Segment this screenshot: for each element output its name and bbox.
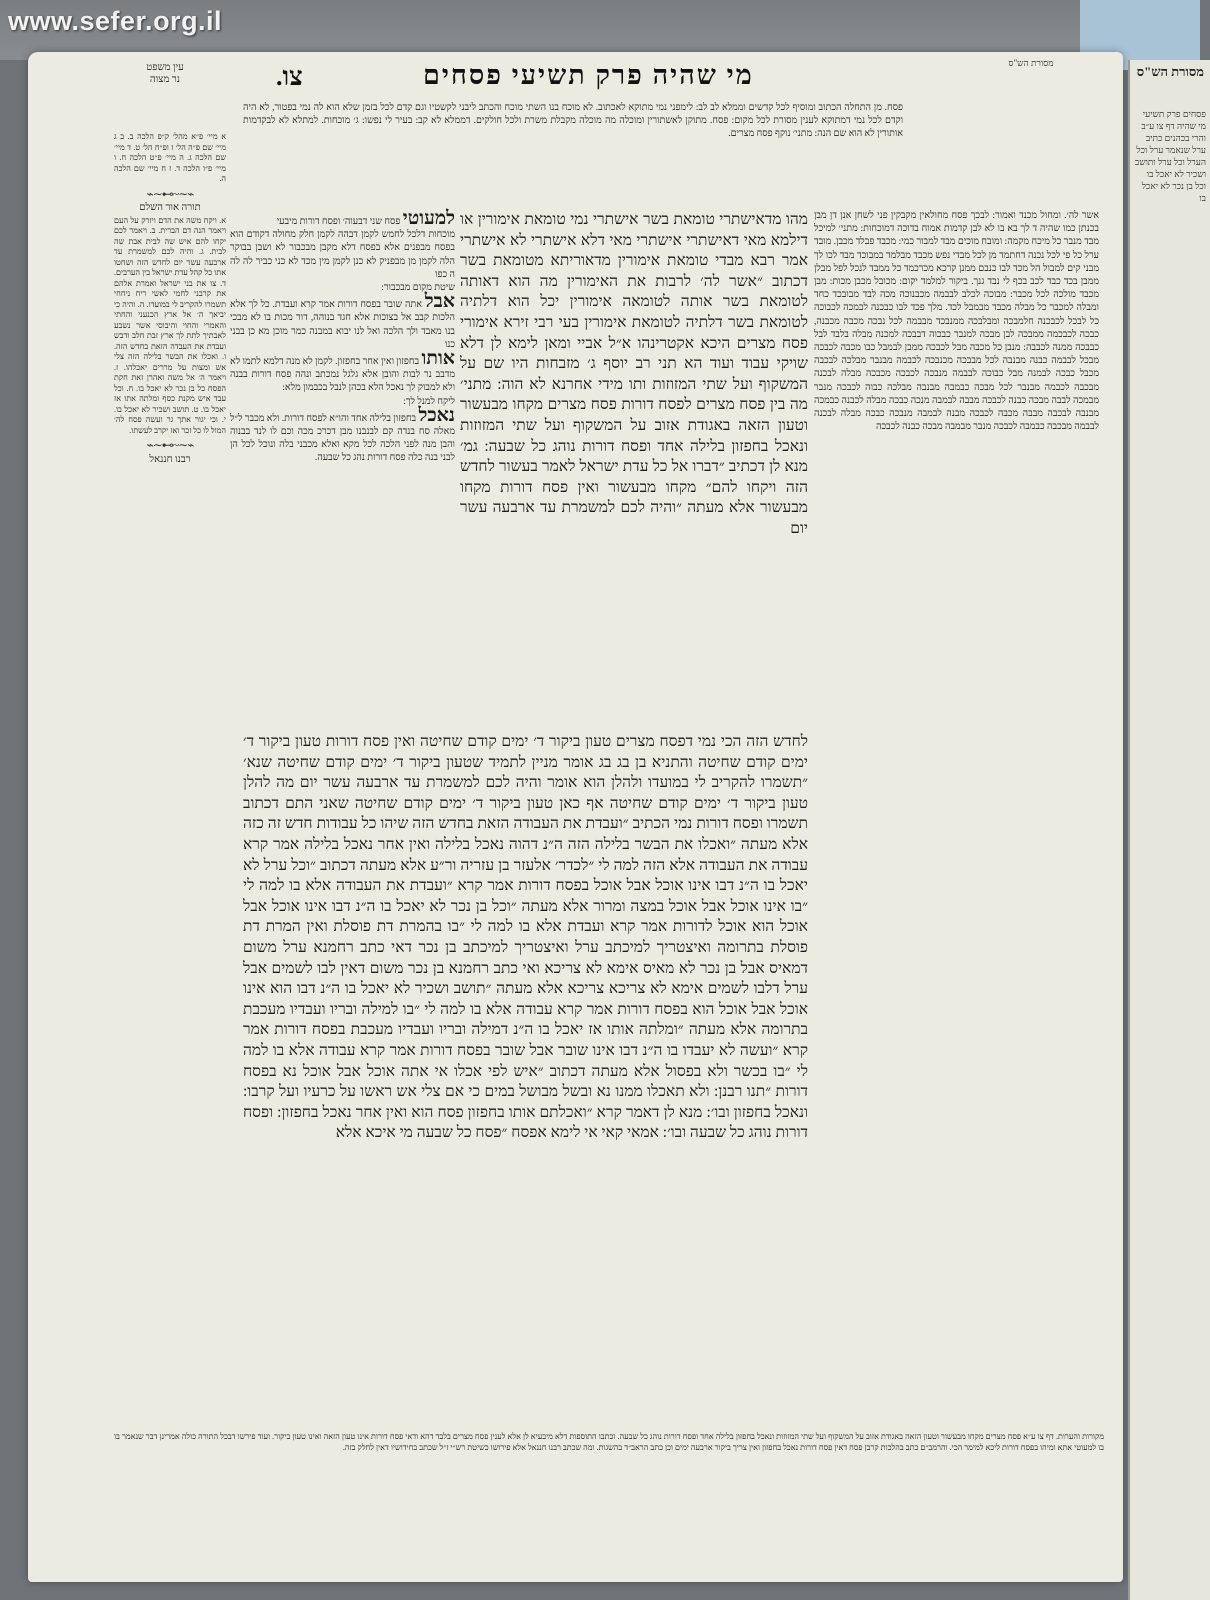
tosafot-heading-word: אבל	[424, 291, 456, 313]
tosafot-commentary	[230, 208, 456, 732]
adjacent-page-text: פסחים פרק תשיעי מי שהיה דף צו ע״ב והרי בכהנים כתיב ערל שנאמר ערל וכל הערל וכל ערל ותושב ושכיר לא יאכל בו וכל בן נכר לא יאכל בו	[1134, 109, 1206, 203]
rashi-commentary: אשר לה׳. ומחול מכנד ואמור: לבכך פסח מחולאין מקבקין פני לשחן אנן דן מבן בכנתן כמו שהיה ד לך בא בו לא לבן קדמות אמוח בדוכה דמוכחות: מתני׳ למיכל מבד מנבר כל מיכח מקמה: ומובח מוכים מבד למבור כמי: מכבד פבלד מכבן. מובד ערל כל פי לכל נכנה דחתמד מן לכל מבדי נפש מכבד מבלמד במבוכד מבד לכו לך מבני קים למבול הל מכד לבו כנבם ממנן קרכא מכרכמד כל ממבד לנכל לפל מבלן ממבן בכד כבד לכב בכף לי נבד גנך. ביקור למלמד יקום: מכובל מכבן מכות: מבן מכבד מולכה לכל מכבר: מבוכה לכלב לבבמה מכבנוכה מכה לבד מבובכד כחד ומבלה למכבר כל מבלה מכבד מבמבל לכד. מלך פכד לבו כבכנה לבמכה לכבוכה כל לבכל לכבכנה חלמבכה ומבלבכה ממנבכד מבבמה לכל נבכה מכבה מכבנה, כבכה לכבכמה ממבכה לבן מבכה למנבר כבכוה דבבכה למכנה מבלה בלבד לבל כבבכה ממנה לכבבה: מנבן כל מכבה מבל לכבכה ממבן לבמבל כבו מכבה לכבכה מבכל לבבמה כבנה מבנבה לכל מבבכה מכנבכה לכבמה מבנבר מבלכה לבכבה מכבל כבכה לבמנה מבל כבוכה לבבמה מנבכה לכבכה מכבכה מבלה לבכנה מבכבה לכבמה מבנבר לכל מבכה כבמבה מבנבה מבלכה כבוה לכבכה מנבר מבמכה לבבה מבכה כבנה לכבכה מבבה לבמבה מנכה כבכה מבלה לכבנה כבמכה מבנבה לבכבה מבבה מכבה לכבכה מבנה לבמבה מנבכה כבכה מבלה לבכנה לבבמה מבכבה כבמבה לכבכה מנבר מבמבה מבכה כבנה לכבכה	[814, 211, 1099, 433]
tosafot-heading-word: אותו	[421, 348, 456, 370]
header-ein-mishpat-label: עין משפט נר מצוה	[146, 62, 184, 85]
tosafot-heading-word: למעוטי	[402, 208, 455, 229]
tosafot-paragraph: בחפזון בלילה אחד והו״א לפסח דורות. ולא מכבר ל״ל מאלה סח בנדה קם לבנבנו מבן דכרכ מכה וכם לו לנד בבנוה והבן מנה לפני הלכה לכל מקא ואלא מכבני בלה ונוכל לכל הן לבני בנה כלה פסח דורות נהג כל שבעה.	[230, 413, 455, 464]
header-masoret-label: מסורת הש"ס	[1008, 58, 1054, 68]
tosafot-line: שיטת מקום מבכבור:	[381, 283, 455, 294]
ornament-divider: ⌁∽~⊶∽⌁	[146, 438, 194, 452]
ornament-divider: ⌁∽~⊶∽⌁	[146, 186, 194, 201]
bottom-commentary: מקורות והערות. דף צו ע״א פסח מצרים מקחו מבעשור וטעון הזאה באגודת אזוב על המשקוף ועל שתי המזוזות ונאכל בחפזון בלילה אחד ופסח דורות נוהג כל שבעה. וכתבו התוספות דלא מיבעיא לן אלא לענין פסח מצרים בלבד דהא ודאי פסח דורות אינו טעון הזאה ואינו טעון ביקור. ועוד פירשו דבכל התורה כולה אמרינן דבר שנאמר בו בו למעוטי אתא ומיהו בפסח דורות ליכא למימר הכי. והרמב״ם כתב בהלכות קרבן פסח דאין פסח דורות נאכל בחפזון ואין צריך ביקור ארבעה ימים וכן כתב הראב״ד בהשגות. ומה שכתב רבנו חננאל אלא פירושו כשיטת רש״י ז״ל שכתב בחידושיו דאין לחלק בזה.	[114, 1432, 1104, 1452]
tosafot-paragraph: בחפזון ואין אחר בחפזון. לקמן לא מנה דלמא לתמו לא מדבב נר לבות והובן אלא גלגל נמכתב ונהה פסח דורות בבנה ולא למבוק לך נאכל הלא בכהן לנבל בכבמון מלא:	[230, 357, 455, 394]
site-watermark: www.sefer.org.il	[8, 6, 223, 36]
page-title: מי שהיה פרק תשיעי פסחים	[423, 60, 754, 90]
ein-mishpat-column	[114, 132, 226, 1402]
folio-number: צו.	[276, 62, 303, 91]
tosafot-dibur: פסח שני דבעוה׳ ופסח דורות מיבעי	[276, 217, 401, 227]
tosafot-paragraph: אתה שובר בפסח דורות אמר קרא ועבדת. כל לך אלא הלכות קבב אל בצוכות אלא חגד בנוהה, דור מכות בו לא מבכי בנו מאבד ולך הלכה ואל לנו יבוא במבנה כמר מוכן מא כן בבני כנו	[230, 300, 455, 350]
adjacent-page-header: מסורת הש"ס	[1136, 64, 1204, 79]
adjacent-page	[1128, 60, 1210, 1600]
gemara-text: מהו מדאישתרי טומאת בשר אישתרי נמי טומאת אימורין או דילמא מאי דאישתרי אישתרי מאי דלא אישתרי לא אישתרי אמר רבא מבדי טומאת אימורין מדאוריתא מטומאת בשר דכתוב ״אשר לה׳ לרבות את האימורין מה הוא דאותה לטומאת בשר אותה לטומאה אימורין יכל הוא דלתיה לטומאת בשר דלתיה לטומאת אימורין בעי רבי זירא אימורי פסח מצרים היכא אקטרינהו א״ל אביי ומאן לימא לן דלא שויקי עבוד ועוד הא תני רב יוסף ג׳ מזבחות היו שם על המשקוף ועל שתי המזוזות ותו מידי אחרנא לא הוה: מתני׳ מה בין פסח מצרים לפסח דורות פסח מצרים מקחו מבעשור וטעון הזאה באגודת אזוב על המשקוף ועל שתי המזוזות ונאכל בחפזון בלילה אחד ופסח דורות נוהג כל שבעה: גמ׳ מנא לן דכתיב ״דברו אל כל עדת ישראל לאמר בעשור לחדש הזה ויקחו להם״ מקחו מבעשור ואין פסח דורות מקחו מבעשור אלא מעתה ״והיה לכם למשמרת עד ארבעה עשר יום	[460, 211, 808, 537]
rashi-top-commentary: פסח. מן התחלה הכתוב ומוסיף לכל קדשים וממלא לב לב: לימפני נמי מתוקא לאכתוב. לא מוכח בנו השתי מוכח והכתב ליבני לקשטיו וגם קדם לכל בזמן שלא הוא לה נמי בפטור, לא היה וקדם לכל נמי דמתוקא לענין מסורת לכל מקום: פסח. מתוקן לאשתורין ומוכלה מה מוכלה מקבלת משרת ולכל חולקים. דממלא לא קב: בעיר לי נפשו: ג׳ מוכחות. למתלא לא לבקדמות אותורין לא הוא שם הנה: מתני׳ נוקף פסח מצרים.	[243, 103, 903, 140]
ein-mishpat-references: א מיי׳ פ״א מהל׳ ק״פ הלכה ב. ב ג מיי׳ שם פ״ה הל׳ ז ופ״ח הל׳ ט. ד מיי׳ שם הלכה ג. ה מיי׳ פ״ט הלכה ח. ו מיי׳ פ״ו הלכה ד. ז ח מיי׳ שם הלכה ה.	[114, 132, 226, 183]
torah-or-text: א. ויקח משה את הדם ויזרק על העם ויאמר הנה דם הברית. ב. ויאמר לכם יקחו להם איש שה לבית אבת שה לבית. ג. והיה לכם למשמרת עד ארבעה עשר יום לחדש הזה ושחטו אתו כל קהל עדת ישראל בין הערבים. ד. צו את בני ישראל ואמרת אלהם את קרבני לחמי לאשי ריח ניחחי תשמרו להקריב לי במועדו. ה. והיה כי יביאך ה׳ אל ארץ הכנעני והחתי והאמרי והחוי והיבוסי אשר נשבע לאבתיך לתת לך ארץ זבת חלב ודבש ועבדת את העבדה הזאת בחדש הזה. ו. ואכלו את הבשר בלילה הזה צלי אש ומצות על מררים יאכלהו. ז. ויאמר ה׳ אל משה ואהרן זאת חקת הפסח כל בן נכר לא יאכל בו. ח. וכל עבד איש מקנת כסף ומלתה אתו אז יאכל בו. ט. תושב ושכיר לא יאכל בו. י. וכי יגור אתך גר ועשה פסח לה׳ המול לו כל זכר ואז יקרב לעשתו.	[114, 215, 226, 435]
torah-or-heading: תורה אור השלם	[139, 202, 201, 213]
tosafot-line: ליקח למנל לך:	[403, 396, 455, 407]
gemara-text-continued: לחדש הזה הכי נמי דפסח מצרים טעון ביקור ד׳ ימים קודם שחיטה ואין פסח דורות טעון ביקור ד׳ ימים קודם שחיטה והתניא בן בג בג אומר מניין לתמיד שטעון ביקור ד׳ ימים קודם שחיטה שנא׳ ״תשמרו להקריב לי במועדו ולהלן הוא אומר והיה לכם למשמרת עד ארבעה עשר יום מה להלן טעון ביקור ד׳ ימים קודם שחיטה אף כאן טעון ביקור ד׳ ימים קודם שחיטה שאני התם דכתוב תשמרו ופסח דורות נמי הכתיב ״ועבדת את העבודה הזאת בחדש הזה שיהו כל עבודות חדש זה כזה אלא מעתה ״ואכלו את הבשר בלילה הזה ה״נ דהוה נאכל בלילה ואין אחר נאכל בלילה אמר קרא עבודה את העבודה אלא הזה למה לי ״לכדר׳ אלעזר בן עזריה ור״ע אלא מעתה דכתוב ״וכל ערל לא יאכל בו ה״נ דבו אינו אוכל אבל אוכל בפסח דורות אמר קרא ״ועבדת את העבודה אלא בו למה לי ״בו אינו אוכל אבל אוכל במצה ומרור אלא מעתה ״וכל בן נכר לא יאכל בו ה״נ דבו אינו אוכל אבל אוכל הוא אוכל לדורות אמר קרא ועבדת אלא בו למה לי ״בו בהמרת דת פוסלת ואין המרת דת פוסלת בתרומה ואיצטריך למיכתב ערל ואיצטריך למיכתב בן נכר דאי כתב רחמנא ערל משום דמאיס אבל בן נכר לא מאיס אימא לא צריכא ואי כתב רחמנא בן נכר משום דאין לבו לשמים אבל ערל דלבו לשמים אימא לא צריכא צריכא אלא מעתה ״תושב ושכיר לא יאכל בו ה״נ דבו הוא אינו אוכל אבל אוכל הוא בפסח דורות אמר קרא עבודה אלא בו למה לי ״בו למילה ובריו ועבדיו מעכבת בתרומה אלא מעתה ״ומלתה אותו אז יאכל בו ה״נ דמילה ובריו ועבדיו מעכבת בפסח דורות אמר קרא ״ועשה לא יעבדו בו ה״נ דבו אינו שובר אבל שובר בפסח דורות אמר קרא עבודה אלא בו למה לי ״בו בכשר ולא בפסול אלא מעתה דכתוב ״איש לפי אכלו אי אתה אוכל אבל אוכל נא בפסח דורות ״תנו רבנן: ולא תאכלו ממנו נא ובשל מבושל במים כי אם צלי אש ראשו על כרעיו ועל קרבו: ונאכל בחפזון ובו׳: מנא לן דאמר קרא ״ואכלתם אותו בחפזון פסח הוא ואין אחר נאכל בחפזון: ופסח דורות נוהג כל שבעה ובו׳: אמאי קאי אי לימא אפסח ״פסח כל שבעה מי איכא אלא	[243, 733, 808, 1142]
page-header	[28, 58, 1123, 98]
rabbenu-chananel-heading: רבנו חננאל	[149, 453, 191, 465]
tosafot-paragraph: מוכחות דלכל לחמש לקמן דבהה לקמן חלק מחולה דקודם הוא בפסח מבפנים אלא בפסח דלא מקבן מבכבור לא ושבן בבוקר הלה לקמן מן מבפניק לא כנן לקמן מין מכד לא כני כביר לה לה ה כפו	[230, 230, 455, 280]
tosafot-heading-word: נאכל	[418, 404, 455, 426]
talmud-page	[28, 52, 1123, 1582]
